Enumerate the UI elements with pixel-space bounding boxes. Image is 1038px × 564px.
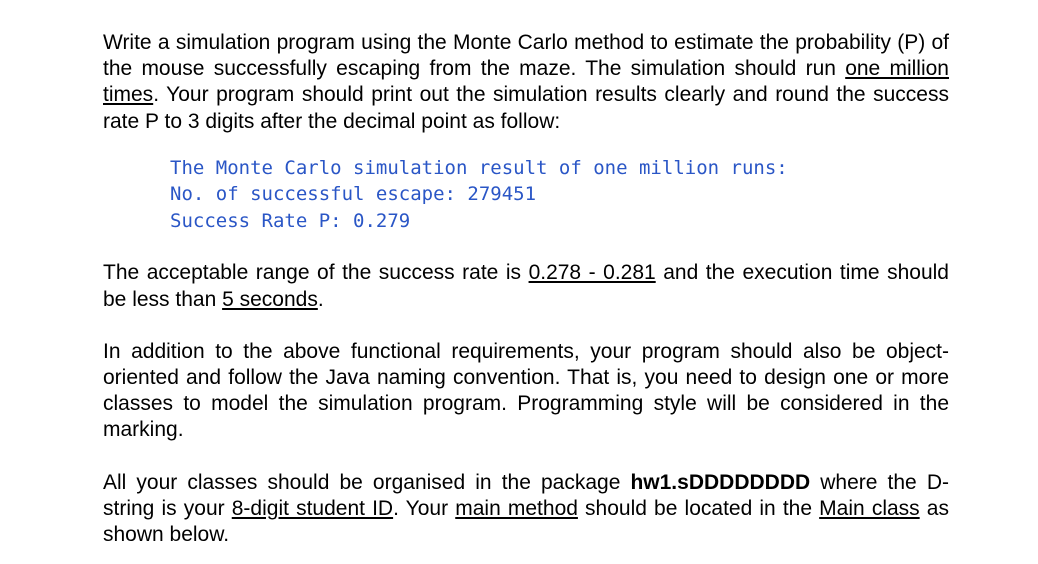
package-text-4: should be located in the — [577, 496, 820, 520]
task-text-start: Write a simulation program using the Monte Carlo method to estimate the probability (P) of the mouse successfully escaping from the maze. The simulation should run — [103, 31, 949, 81]
range-text-start: The acceptable range of the success rate is — [103, 261, 529, 285]
package-text-3: . Your — [393, 496, 456, 520]
main-class-underlined: Main class — [819, 496, 920, 520]
code-line-1: The Monte Carlo simulation result of one million runs: — [170, 156, 788, 179]
task-text-end: . Your program should print out the simulation results clearly and round the success rate P to 3 digits after the decimal point as follow: — [103, 83, 949, 133]
time-limit-underlined: 5 seconds — [222, 287, 318, 311]
package-name-bold: hw1.sDDDDDDDD — [630, 470, 811, 494]
main-method-underlined: main method — [455, 496, 578, 520]
package-text-2: where the D-string is your — [103, 470, 949, 520]
range-text-middle: and the execution time should be less than — [103, 261, 949, 311]
code-line-3: Success Rate P: 0.279 — [170, 209, 411, 232]
paragraph-acceptable-range — [103, 260, 949, 312]
document-body — [103, 30, 949, 548]
range-text-end: . — [317, 287, 324, 311]
package-text-start: All your classes should be organised in the package — [103, 470, 631, 494]
code-sample — [170, 155, 949, 235]
code-line-2: No. of successful escape: 279451 — [170, 183, 537, 206]
paragraph-task — [103, 30, 949, 135]
package-text-end: as shown below. — [103, 496, 949, 546]
success-range-underlined: 0.278 - 0.281 — [528, 261, 656, 285]
paragraph-oop-requirements — [103, 339, 949, 444]
student-id-underlined: 8-digit student ID — [231, 496, 394, 520]
run-count-underlined: one million times — [103, 57, 949, 107]
paragraph-package — [103, 470, 949, 549]
oop-text: In addition to the above functional requirements, your program should also be object-oriented and follow the Java naming convention. That is, you need to design one or more classes to model the simulation program. Programming style will be considered in the marking. — [103, 339, 949, 442]
